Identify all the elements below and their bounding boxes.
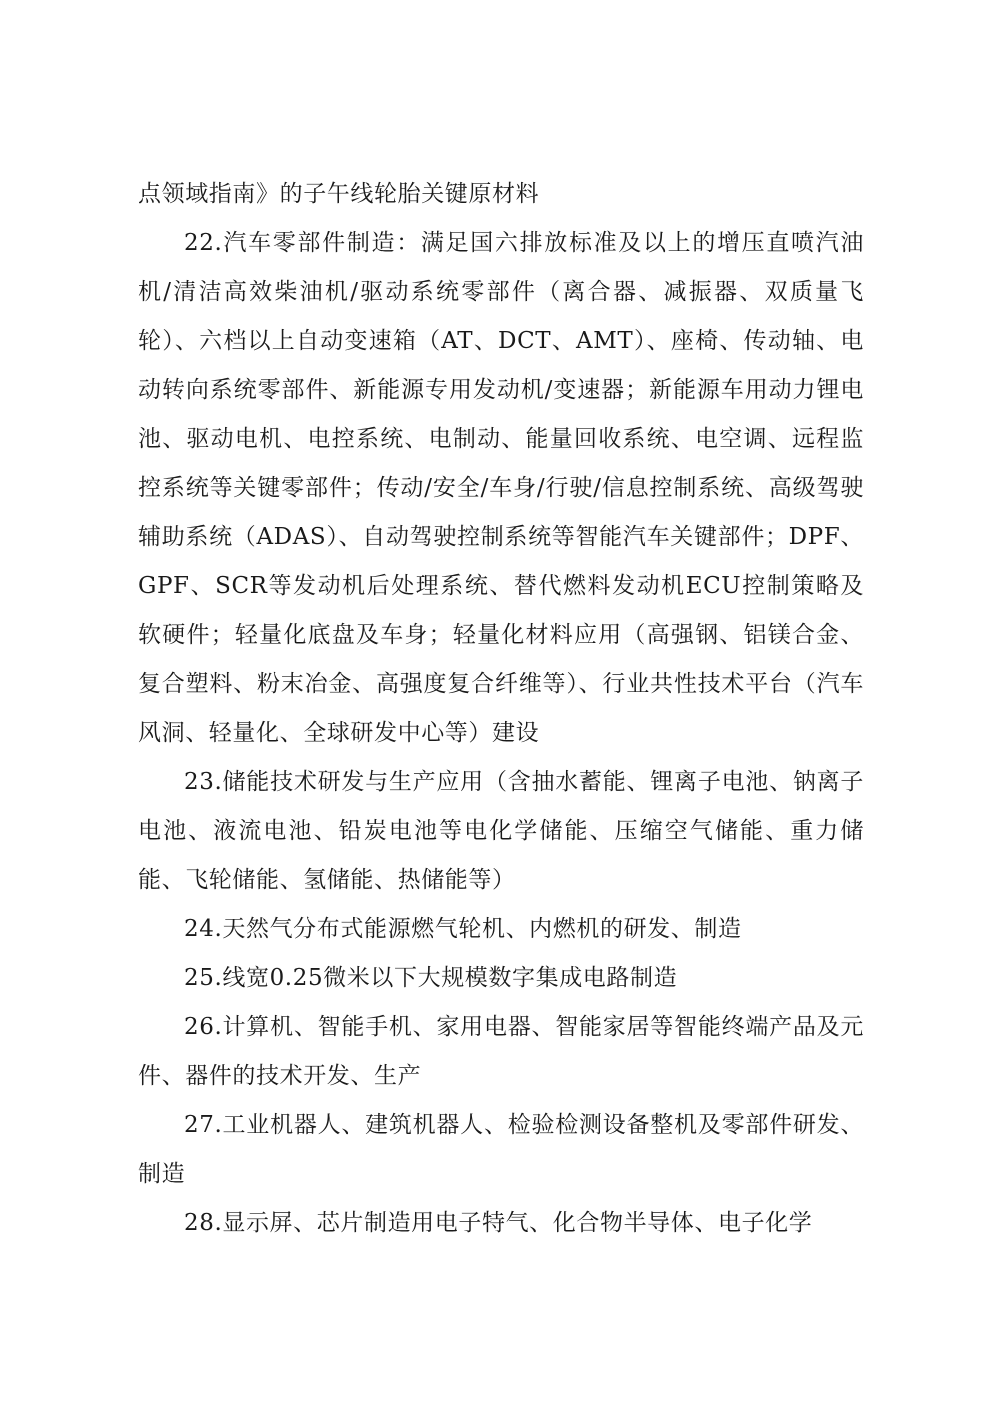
paragraph-item-23: 23.储能技术研发与生产应用（含抽水蓄能、锂离子电池、钠离子电池、液流电池、铅炭电池等电化学储能、压缩空气储能、重力储能、飞轮储能、氢储能、热储能等）: [138, 769, 864, 893]
paragraph-item-28: 28.显示屏、芯片制造用电子特气、化合物半导体、电子化学: [184, 1210, 813, 1236]
paragraph-item-24: 24.天然气分布式能源燃气轮机、内燃机的研发、制造: [184, 916, 742, 942]
paragraph-item-26: 26.计算机、智能手机、家用电器、智能家居等智能终端产品及元件、器件的技术开发、生产: [138, 1014, 864, 1089]
paragraph-item-22: 22.汽车零部件制造：满足国六排放标准及以上的增压直喷汽油机/清洁高效柴油机/驱动系统零部件（离合器、减振器、双质量飞轮）、六档以上自动变速箱（AT、DCT、AMT）、座椅、传动轴、电动转向系统零部件、新能源专用发动机/变速器；新能源车用动力锂电池、驱动电机、电控系统、电制动、能量回收系统、电空调、远程监控系统等关键零部件；传动/安全/车身/行驶/信息控制系统、高级驾驶辅助系统（ADAS）、自动驾驶控制系统等智能汽车关键部件；DPF、GPF、SCR等发动机后处理系统、替代燃料发动机ECU控制策略及软硬件；轻量化底盘及车身；轻量化材料应用（高强钢、铝镁合金、复合塑料、粉末冶金、高强度复合纤维等）、行业共性技术平台（汽车风洞、轻量化、全球研发中心等）建设: [138, 230, 864, 746]
paragraph-continuation: 点领域指南》的子午线轮胎关键原材料: [138, 181, 540, 207]
document-body: [138, 170, 864, 1248]
paragraph-item-27: 27.工业机器人、建筑机器人、检验检测设备整机及零部件研发、制造: [138, 1112, 864, 1187]
paragraph-item-25: 25.线宽0.25微米以下大规模数字集成电路制造: [184, 965, 678, 991]
